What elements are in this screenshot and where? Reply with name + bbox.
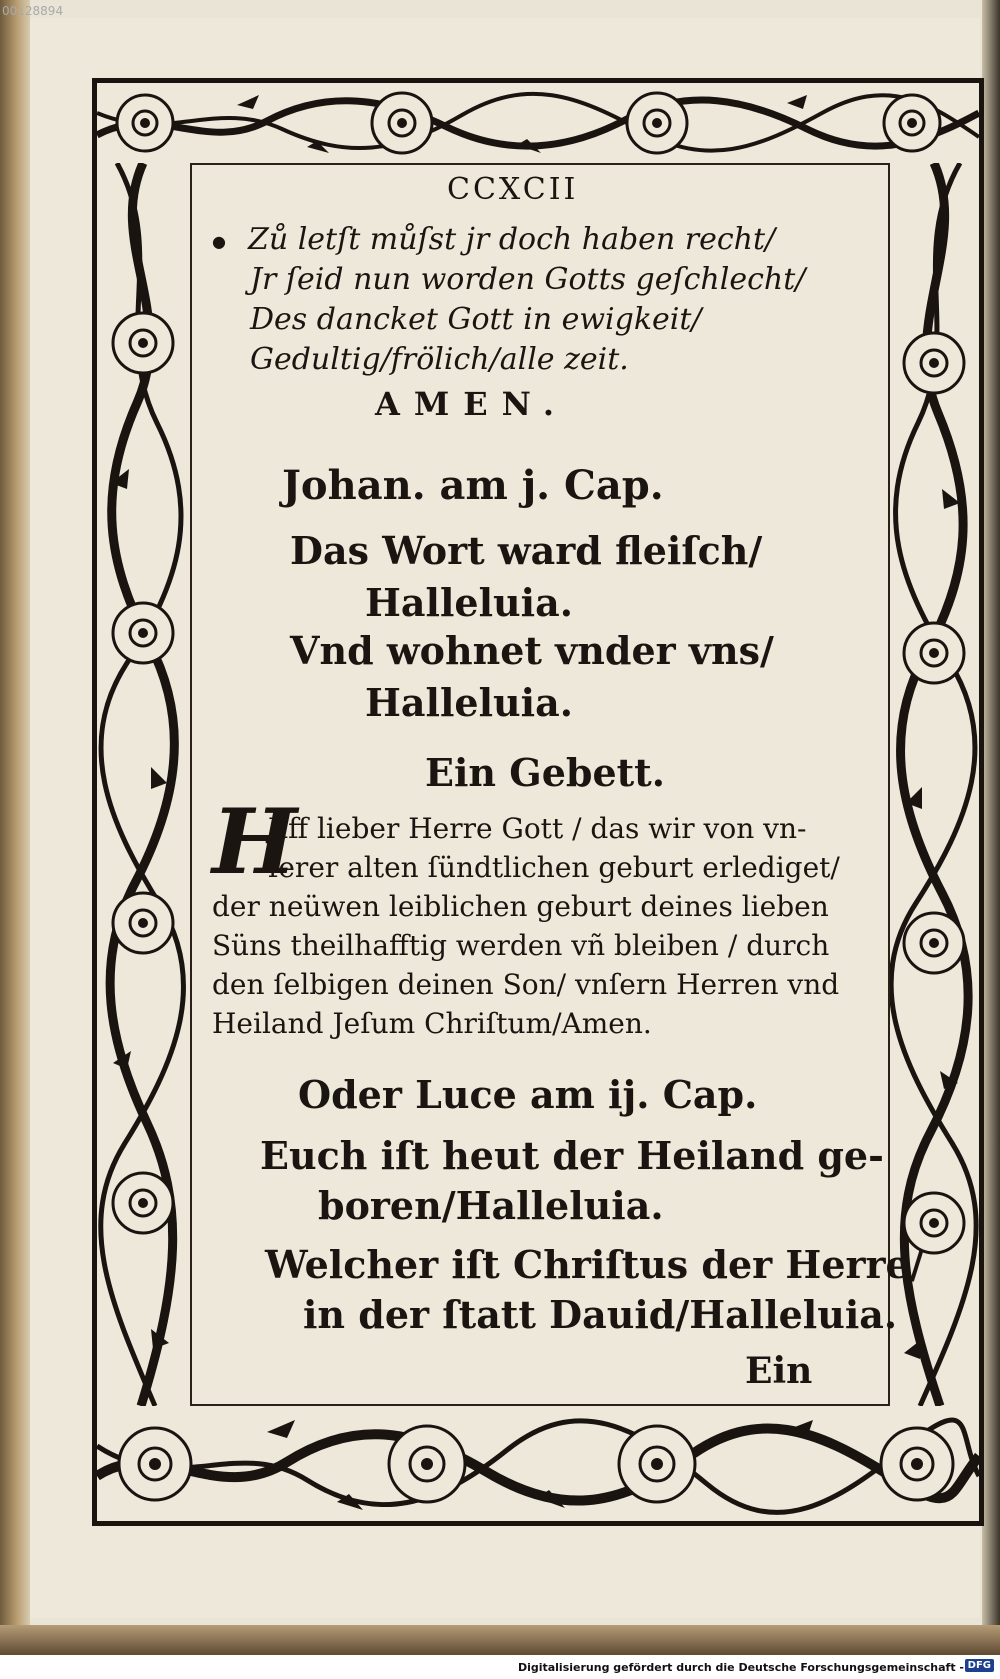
- book-fore-edge: [982, 0, 1000, 1679]
- antiphon-line: Vnd wohnet vnder vns/: [290, 628, 774, 673]
- prayer-line: den ſelbigen deinen Son/ vnſern Herren vnd: [212, 968, 840, 1001]
- prayer-line: Jlff lieber Herre Gott / das wir von vn-: [268, 812, 807, 845]
- verse-line: Zů letſt můſst jr doch haben recht/: [248, 222, 776, 257]
- book-spine-edge: [0, 0, 30, 1679]
- book-bottom-edge: [0, 1625, 1000, 1655]
- antiphon-line: boren/Halleluia.: [318, 1183, 664, 1228]
- section-heading-johan: Johan. am j. Cap.: [282, 462, 664, 509]
- verse-line: Des dancket Gott in ewigkeit/: [250, 302, 702, 337]
- prayer-heading: Ein Gebett.: [425, 750, 665, 795]
- footer-credit: Digitalisierung gefördert durch die Deutsche Forschungsgemeinschaft -: [517, 1661, 964, 1674]
- antiphon-line: Halleluia.: [365, 580, 573, 625]
- verse-line: Gedultig/frölich/alle zeit.: [250, 342, 629, 377]
- prayer-line: Süns theilhafftig werden vñ bleiben / durch: [212, 929, 830, 962]
- amen-line: AMEN.: [375, 385, 568, 423]
- drop-cap: H: [212, 789, 298, 895]
- woodcut-border-left: [97, 163, 190, 1406]
- antiphon-line: Euch iſt heut der Heiland ge-: [260, 1133, 884, 1178]
- margin-mark: ●: [212, 232, 226, 251]
- dfg-logo: DFG: [965, 1659, 994, 1672]
- folio-number: CCXCII: [447, 172, 579, 207]
- prayer-line: Heiland Jeſum Chriſtum/Amen.: [212, 1007, 652, 1040]
- woodcut-border-bottom: [97, 1406, 979, 1521]
- antiphon-line: in der ſtatt Dauid/Halleluia.: [303, 1292, 898, 1337]
- prayer-line: ſerer alten ſündtlichen geburt erlediget/: [268, 851, 840, 884]
- antiphon-line: Welcher iſt Chriſtus der Herre/: [265, 1242, 924, 1287]
- woodcut-border-top: [97, 83, 979, 163]
- prayer-line: der neüwen leiblichen geburt deines lieben: [212, 890, 829, 923]
- antiphon-line: Das Wort ward fleiſch/: [290, 528, 763, 573]
- verse-line: Jr ſeid nun worden Gotts geſchlecht/: [250, 262, 806, 297]
- scan-id-stamp: 00128894: [2, 4, 64, 18]
- section-heading-luce: Oder Luce am ij. Cap.: [298, 1072, 758, 1117]
- antiphon-line: Halleluia.: [365, 680, 573, 725]
- woodcut-border-right: [890, 163, 979, 1406]
- catchword: Ein: [745, 1350, 813, 1392]
